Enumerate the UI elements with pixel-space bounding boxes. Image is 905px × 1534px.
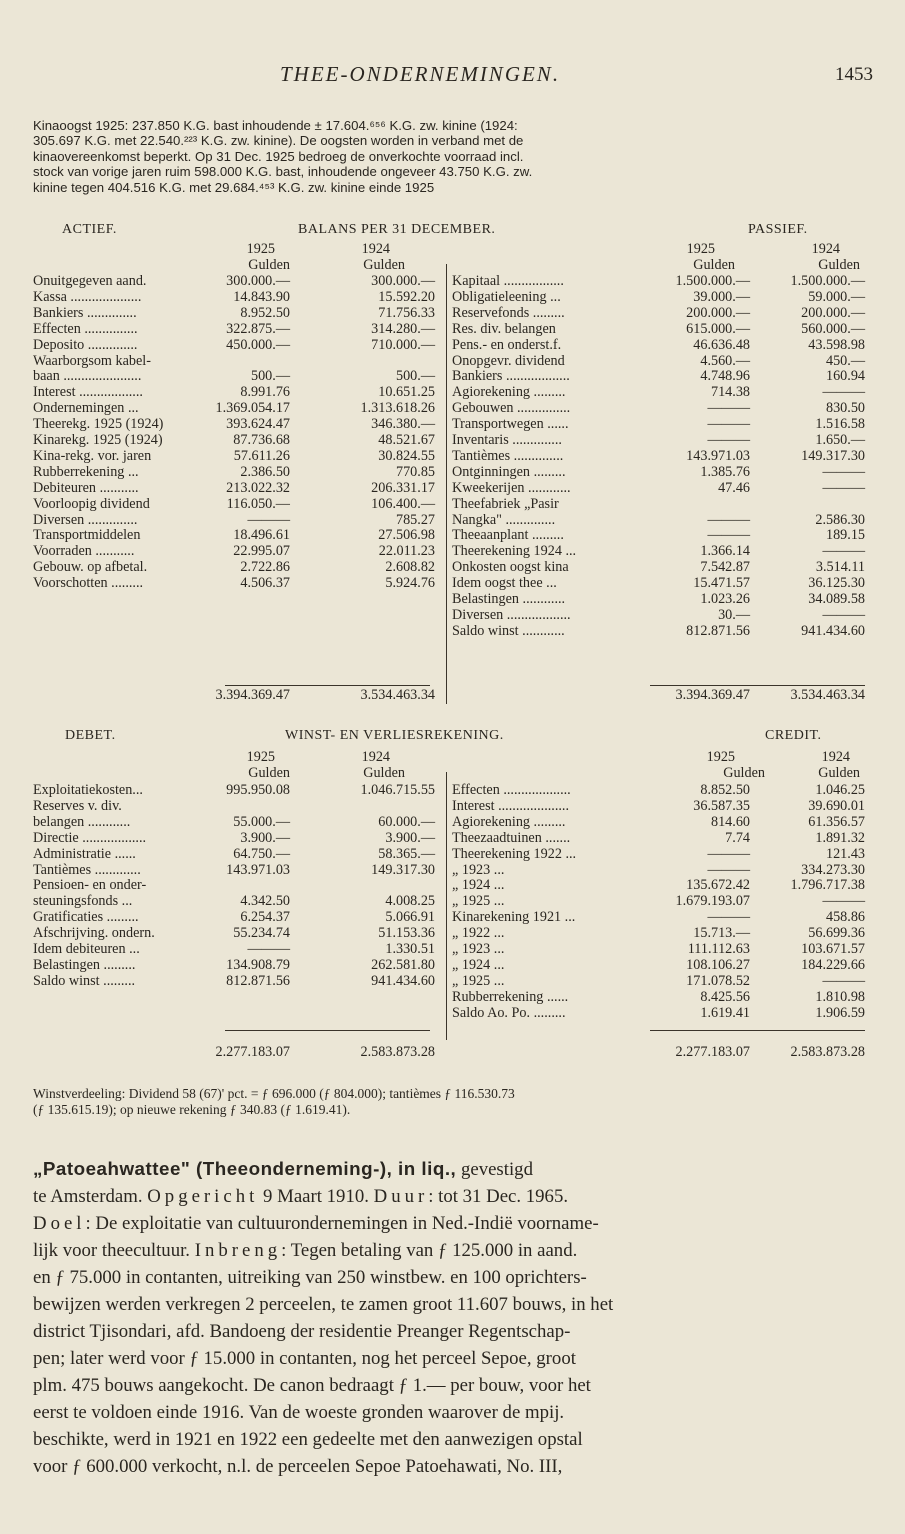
value-1925: 8.852.50 xyxy=(700,782,750,798)
actief-heading: ACTIEF. xyxy=(62,222,117,237)
field-label-inbreng: Inbreng xyxy=(194,1240,282,1261)
balans-heading: BALANS PER 31 DECEMBER. xyxy=(298,222,496,237)
row-label: Belastingen ......... xyxy=(33,956,136,973)
value-1925: 111.112.63 xyxy=(687,941,750,957)
row-label: Kapitaal ................. xyxy=(452,273,564,289)
value-1924: 710.000.— xyxy=(371,336,435,353)
value-1925: 814.60 xyxy=(710,813,750,830)
row-label: Exploitatiekosten... xyxy=(33,782,143,798)
value-1925: 812.871.56 xyxy=(686,622,750,639)
row-label: baan ...................... xyxy=(33,368,142,385)
value-1925: 2.722.86 xyxy=(240,559,290,576)
row-label: Interest .................. xyxy=(33,384,143,401)
row-label: Effecten ................... xyxy=(452,782,571,798)
body-line: en ƒ 75.000 in contanten, uitreiking van 250 winstbew. en 100 oprichters- xyxy=(33,1267,587,1288)
debet-total-1925: 2.277.183.07 xyxy=(215,1044,290,1060)
value-1924: ——— xyxy=(822,972,865,989)
row-label: Pens.- en onderst.f. xyxy=(452,336,562,353)
passief-total-1924: 3.534.463.34 xyxy=(790,687,865,703)
column-divider xyxy=(446,772,447,1040)
year-header: 1925 xyxy=(246,749,275,765)
body-line xyxy=(33,1237,878,1264)
value-1925: 15.713.— xyxy=(693,925,750,942)
value-1925: 135.672.42 xyxy=(686,877,750,894)
value-1925: 18.496.61 xyxy=(233,527,290,544)
value-1925: 7.542.87 xyxy=(700,559,750,576)
value-1924: 121.43 xyxy=(825,845,865,862)
body-line: eerst te voldoen einde 1916. Van de woeste gronden waarover de mpij. xyxy=(33,1402,565,1423)
value-1925: ——— xyxy=(707,400,750,417)
row-label: Voorraden ........... xyxy=(33,543,135,560)
value-1925: ——— xyxy=(707,527,750,544)
value-1924: 2.586.30 xyxy=(815,511,865,528)
row-label: Theezaadtuinen ....... xyxy=(452,829,571,846)
row-label: Administratie ...... xyxy=(33,845,136,862)
value-1924: 941.434.60 xyxy=(801,622,865,639)
row-label: Gebouwen ............... xyxy=(452,400,571,417)
value-1924: 34.089.58 xyxy=(808,591,865,607)
value-1925: 8.991.76 xyxy=(240,384,290,401)
body-text: lijk voor theecultuur. xyxy=(33,1240,195,1261)
row-label: Onuitgegeven aand. xyxy=(33,273,147,289)
body-line xyxy=(33,1210,878,1237)
row-label: Bankiers .............. xyxy=(33,304,137,321)
row-label: Agiorekening ......... xyxy=(452,813,566,830)
value-1924: 770.85 xyxy=(395,463,435,480)
row-label: Ondernemingen ... xyxy=(33,400,139,417)
row-label: Kinarekg. 1925 (1924) xyxy=(33,432,163,448)
value-1924: ——— xyxy=(822,384,865,401)
value-1925: 200.000.— xyxy=(686,304,750,321)
value-1925: 300.000.— xyxy=(226,273,290,289)
passief-heading: PASSIEF. xyxy=(748,222,808,237)
row-label: Voorschotten ......... xyxy=(33,575,144,592)
intro-line: kinaovereenkomst beperkt. Op 31 Dec. 1925 bedroeg de onverkochte voorraad incl. xyxy=(33,148,524,164)
value-1925: 322.875.— xyxy=(226,320,290,337)
value-1924: 149.317.30 xyxy=(801,447,865,464)
row-label: „ 1925 ... xyxy=(452,972,505,989)
page-header-title: THEE-ONDERNEMINGEN. xyxy=(280,62,561,86)
value-1925: 3.900.— xyxy=(240,829,290,846)
row-label: Bankiers .................. xyxy=(452,368,570,385)
value-1925: 143.971.03 xyxy=(226,861,290,878)
credit-heading: CREDIT. xyxy=(765,728,822,743)
value-1924: 2.608.82 xyxy=(385,559,435,576)
row-label: Afschrijving. ondern. xyxy=(33,925,155,942)
value-1925: 4.506.37 xyxy=(240,575,290,592)
actief-total-1924: 3.534.463.34 xyxy=(360,687,435,703)
row-label: Theerekening 1924 ... xyxy=(452,543,577,560)
value-1924: 58.365.— xyxy=(378,845,435,862)
value-1924: 334.273.30 xyxy=(801,861,865,878)
value-1925: 39.000.— xyxy=(693,288,750,305)
credit-total-1924: 2.583.873.28 xyxy=(790,1044,865,1060)
value-1925: 22.995.07 xyxy=(233,543,290,560)
value-1924: 346.380.— xyxy=(371,416,435,433)
debet-heading: DEBET. xyxy=(65,728,116,743)
row-label: Kinarekening 1921 ... xyxy=(452,909,576,926)
value-1925: 46.636.48 xyxy=(693,336,750,353)
value-1925: 47.46 xyxy=(718,479,750,496)
value-1924: 1.891.32 xyxy=(815,829,865,846)
value-1924: ——— xyxy=(822,463,865,480)
value-1925: 8.425.56 xyxy=(700,988,750,1005)
row-label: „ 1923 ... xyxy=(452,861,505,878)
row-label: „ 1925 ... xyxy=(452,893,505,910)
value-1924: ——— xyxy=(822,606,865,623)
row-label: Reservefonds ......... xyxy=(452,304,565,321)
value-1924: 500.— xyxy=(395,368,435,385)
unit-header: Gulden xyxy=(363,257,405,273)
row-label: Gratificaties ......... xyxy=(33,909,139,926)
value-1925: 143.971.03 xyxy=(686,447,750,464)
value-1924: 1.650.— xyxy=(815,432,865,448)
row-label: Nangka" .............. xyxy=(452,511,556,528)
value-1924: 206.331.17 xyxy=(371,479,435,496)
row-label: Theerekg. 1925 (1924) xyxy=(33,416,164,433)
year-header: 1924 xyxy=(361,241,390,257)
row-label: Saldo winst ......... xyxy=(33,972,136,989)
year-header: 1925 xyxy=(246,241,275,257)
row-label: „ 1924 ... xyxy=(452,877,505,894)
value-1925: 1.500.000.— xyxy=(675,273,750,289)
value-1925: 714.38 xyxy=(710,384,750,401)
value-1925: 134.908.79 xyxy=(226,956,290,973)
row-label: Idem oogst thee ... xyxy=(452,575,557,592)
row-label: „ 1923 ... xyxy=(452,941,505,957)
row-label: Idem debiteuren ... xyxy=(33,941,140,957)
year-header: 1925 xyxy=(686,241,715,257)
row-label: Effecten ............... xyxy=(33,320,138,337)
value-1924: 830.50 xyxy=(825,400,865,417)
row-label: Onkosten oogst kina xyxy=(452,559,569,576)
year-header: 1924 xyxy=(821,749,850,765)
body-line: beschikte, werd in 1921 en 1922 een gedeelte met den aanwezigen opstal xyxy=(33,1429,583,1450)
row-label: belangen ............ xyxy=(33,813,131,830)
row-label: Saldo winst ............ xyxy=(452,622,565,639)
year-header: 1924 xyxy=(811,241,840,257)
value-1924: 1.046.25 xyxy=(815,782,865,798)
value-1924: 450.— xyxy=(825,352,865,369)
unit-header: Gulden xyxy=(818,765,860,781)
value-1925: 615.000.— xyxy=(686,320,750,337)
value-1924: 314.280.— xyxy=(371,320,435,337)
total-rule xyxy=(650,1030,865,1031)
value-1924: 1.500.000.— xyxy=(790,273,865,289)
page-number: 1453 xyxy=(835,64,873,85)
value-1925: 2.386.50 xyxy=(240,463,290,480)
value-1925: 8.952.50 xyxy=(240,304,290,321)
value-1924: 1.516.58 xyxy=(815,416,865,433)
body-text: : Tegen betaling van ƒ 125.000 in aand. xyxy=(281,1240,578,1261)
value-1925: 55.000.— xyxy=(233,813,290,830)
value-1925: ——— xyxy=(707,909,750,926)
value-1924: ——— xyxy=(822,543,865,560)
value-1925: 4.342.50 xyxy=(240,893,290,910)
value-1924: 60.000.— xyxy=(378,813,435,830)
value-1924: 48.521.67 xyxy=(378,432,435,448)
body-line xyxy=(33,1183,878,1210)
value-1925: 213.022.32 xyxy=(226,479,290,496)
credit-total-1925: 2.277.183.07 xyxy=(675,1044,750,1060)
row-label: „ 1924 ... xyxy=(452,956,505,973)
value-1924: 56.699.36 xyxy=(808,925,865,942)
value-1925: 995.950.08 xyxy=(226,782,290,798)
value-1924: 5.066.91 xyxy=(385,909,435,926)
winst-heading: WINST- EN VERLIESREKENING. xyxy=(285,728,504,743)
row-label: Gebouw. op afbetal. xyxy=(33,559,148,576)
intro-line: stock van vorige jaren ruim 598.000 K.G. bast, inhoudende ongeveer 43.750 K.G. zw. xyxy=(33,164,533,180)
value-1924: 61.356.57 xyxy=(808,813,865,830)
row-label: Theeaanplant ......... xyxy=(452,527,564,544)
value-1925: 1.679.193.07 xyxy=(675,893,750,910)
row-label: Theerekening 1922 ... xyxy=(452,845,577,862)
value-1925: 1.366.14 xyxy=(700,543,750,560)
value-1925: ——— xyxy=(707,861,750,878)
value-1924: ——— xyxy=(822,893,865,910)
unit-header: Gulden xyxy=(693,257,735,273)
value-1925: 171.078.52 xyxy=(686,972,750,989)
row-label: Interest .................... xyxy=(452,797,570,814)
company-first-line xyxy=(33,1155,878,1183)
body-line: voor ƒ 600.000 verkocht, n.l. de perceelen Sepoe Patoehawati, No. III, xyxy=(33,1456,563,1477)
value-1924: 30.824.55 xyxy=(378,447,435,464)
value-1925: 57.611.26 xyxy=(233,447,290,464)
unit-header: Gulden xyxy=(248,257,290,273)
value-1925: ——— xyxy=(707,432,750,448)
value-1925: 36.587.35 xyxy=(693,797,750,814)
row-label: Rubberrekening ...... xyxy=(452,988,569,1005)
value-1924: 1.330.51 xyxy=(385,941,435,957)
row-label: Debiteuren ........... xyxy=(33,479,139,496)
value-1925: ——— xyxy=(707,416,750,433)
value-1924: 1.810.98 xyxy=(815,988,865,1005)
passief-total-1925: 3.394.369.47 xyxy=(675,687,750,703)
winstverdeeling-line: Winstverdeeling: Dividend 58 (67)' pct. = ƒ 696.000 (ƒ 804.000); tantièmes ƒ 116.530.73 xyxy=(33,1086,515,1101)
value-1925: ——— xyxy=(707,511,750,528)
row-label: Ontginningen ......... xyxy=(452,463,566,480)
value-1924: ——— xyxy=(822,479,865,496)
row-label: Kina-rekg. vor. jaren xyxy=(33,447,152,464)
value-1924: 4.008.25 xyxy=(385,893,435,910)
body-text: gevestigd xyxy=(456,1159,533,1180)
value-1925: ——— xyxy=(247,941,290,957)
intro-line: Kinaoogst 1925: 237.850 K.G. bast inhoudende ± 17.604.⁶⁵⁶ K.G. zw. kinine (1924: xyxy=(33,118,518,133)
intro-line: kinine tegen 404.516 K.G. met 29.684.⁴⁵³ K.G. zw. kinine einde 1925 xyxy=(33,179,435,195)
value-1925: 87.736.68 xyxy=(233,432,290,448)
field-label-duur: Duur xyxy=(373,1186,429,1207)
value-1924: 200.000.— xyxy=(801,304,865,321)
body-text: te Amsterdam. xyxy=(33,1186,148,1207)
value-1924: 560.000.— xyxy=(801,320,865,337)
value-1924: 71.756.33 xyxy=(378,304,435,321)
value-1925: ——— xyxy=(247,511,290,528)
value-1924: 15.592.20 xyxy=(378,288,435,305)
value-1925: 64.750.— xyxy=(233,845,290,862)
row-label: Transportmiddelen xyxy=(33,527,141,544)
row-label: Inventaris .............. xyxy=(452,432,562,448)
value-1925: 450.000.— xyxy=(226,336,290,353)
value-1924: 27.506.98 xyxy=(378,527,435,544)
actief-total-1925: 3.394.369.47 xyxy=(215,687,290,703)
value-1924: 22.011.23 xyxy=(378,543,435,560)
value-1924: 3.514.11 xyxy=(815,559,865,576)
value-1924: 51.153.36 xyxy=(378,925,435,942)
intro-line: 305.697 K.G. met 22.540.²²³ K.G. zw. kinine). De oogsten worden in verband met de xyxy=(33,133,524,149)
value-1924: 1.906.59 xyxy=(815,1004,865,1021)
row-label: Agiorekening ......... xyxy=(452,384,566,401)
row-label: Res. div. belangen xyxy=(452,320,556,337)
value-1924: 36.125.30 xyxy=(808,575,865,592)
row-label: Kassa .................... xyxy=(33,288,142,305)
value-1925: 500.— xyxy=(250,368,290,385)
value-1924: 10.651.25 xyxy=(378,384,435,401)
value-1924: 106.400.— xyxy=(371,495,435,512)
row-label: Directie .................. xyxy=(33,829,147,846)
body-line: bewijzen werden verkregen 2 perceelen, te zamen groot 11.607 bouws, in het xyxy=(33,1294,614,1315)
body-line: district Tjisondari, afd. Bandoeng der residentie Preanger Regentschap- xyxy=(33,1321,571,1342)
value-1924: 941.434.60 xyxy=(371,972,435,989)
value-1925: 393.624.47 xyxy=(226,416,290,433)
value-1924: 43.598.98 xyxy=(808,336,865,353)
value-1924: 184.229.66 xyxy=(801,956,865,973)
body-text: : De exploitatie van cultuurondernemingen in Ned.-Indië voorname- xyxy=(85,1213,599,1234)
row-label: Transportwegen ...... xyxy=(452,416,569,433)
row-label: Saldo Ao. Po. ......... xyxy=(452,1004,566,1021)
value-1925: 116.050.— xyxy=(226,495,290,512)
row-label: Reserves v. div. xyxy=(33,797,122,814)
row-label: steuningsfonds ... xyxy=(33,893,133,910)
row-label: Kweekerijen ............ xyxy=(452,479,571,496)
value-1924: 3.900.— xyxy=(385,829,435,846)
row-label: Belastingen ............ xyxy=(452,591,566,607)
row-label: Tantièmes ............. xyxy=(33,861,141,878)
row-label: „ 1922 ... xyxy=(452,925,505,942)
value-1924: 785.27 xyxy=(395,511,435,528)
year-header: 1925 xyxy=(706,749,735,765)
value-1925: 4.560.— xyxy=(700,352,750,369)
value-1925: 1.369.054.17 xyxy=(215,400,290,417)
value-1924: 5.924.76 xyxy=(385,575,435,592)
debet-total-1924: 2.583.873.28 xyxy=(360,1044,435,1060)
row-label: Pensioen- en onder- xyxy=(33,877,147,894)
field-label-doel: Doel xyxy=(33,1213,86,1234)
value-1924: 103.671.57 xyxy=(801,941,865,957)
value-1925: 4.748.96 xyxy=(700,368,750,385)
value-1924: 1.046.715.55 xyxy=(360,782,435,798)
row-label: Tantièmes .............. xyxy=(452,447,564,464)
winstverdeeling-line: (ƒ 135.615.19); op nieuwe rekening ƒ 340.83 (ƒ 1.619.41). xyxy=(33,1102,351,1117)
value-1925: 1.023.26 xyxy=(700,591,750,607)
row-label: Onopgevr. dividend xyxy=(452,352,565,369)
value-1924: 149.317.30 xyxy=(371,861,435,878)
value-1924: 458.86 xyxy=(825,909,865,926)
value-1925: 15.471.57 xyxy=(693,575,750,592)
value-1925: 7.74 xyxy=(725,829,750,846)
unit-header: Gulden xyxy=(723,765,765,781)
unit-header: Gulden xyxy=(363,765,405,781)
value-1925: 6.254.37 xyxy=(240,909,290,926)
field-label-opgericht: Opgericht xyxy=(147,1186,259,1207)
value-1925: 55.234.74 xyxy=(233,925,290,942)
body-text: : tot 31 Dec. 1965. xyxy=(428,1186,569,1207)
row-label: Diversen .............. xyxy=(33,511,138,528)
value-1924: 1.313.618.26 xyxy=(360,400,435,417)
row-label: Diversen .................. xyxy=(452,606,571,623)
value-1924: 1.796.717.38 xyxy=(790,877,865,894)
value-1924: 262.581.80 xyxy=(371,956,435,973)
row-label: Waarborgsom kabel- xyxy=(33,352,151,369)
value-1925: 812.871.56 xyxy=(226,972,290,989)
value-1924: 189.15 xyxy=(825,527,865,544)
row-label: Rubberrekening ... xyxy=(33,463,139,480)
row-label: Theefabriek „Pasir xyxy=(452,495,559,512)
value-1925: 1.619.41 xyxy=(700,1004,750,1021)
body-text: 9 Maart 1910. xyxy=(258,1186,374,1207)
row-label: Deposito .............. xyxy=(33,336,138,353)
unit-header: Gulden xyxy=(818,257,860,273)
value-1925: 108.106.27 xyxy=(686,956,750,973)
company-name: „Patoeahwattee" (Theeonderneming-), in liq., xyxy=(33,1158,457,1179)
year-header: 1924 xyxy=(361,749,390,765)
value-1925: 14.843.90 xyxy=(233,288,290,305)
value-1925: 30.— xyxy=(718,606,750,623)
value-1924: 59.000.— xyxy=(808,288,865,305)
body-line: pen; later werd voor ƒ 15.000 in contanten, nog het perceel Sepoe, groot xyxy=(33,1348,576,1369)
row-label: Voorloopig dividend xyxy=(33,495,150,512)
unit-header: Gulden xyxy=(248,765,290,781)
value-1924: 39.690.01 xyxy=(808,797,865,814)
company-section xyxy=(33,1155,878,1480)
value-1924: 160.94 xyxy=(825,368,865,385)
total-rule xyxy=(225,1030,430,1031)
value-1924: 300.000.— xyxy=(371,273,435,289)
value-1925: ——— xyxy=(707,845,750,862)
row-label: Obligatieleening ... xyxy=(452,288,561,305)
value-1925: 1.385.76 xyxy=(700,463,750,480)
body-line: plm. 475 bouws aangekocht. De canon bedraagt ƒ 1.— per bouw, voor het xyxy=(33,1375,591,1396)
